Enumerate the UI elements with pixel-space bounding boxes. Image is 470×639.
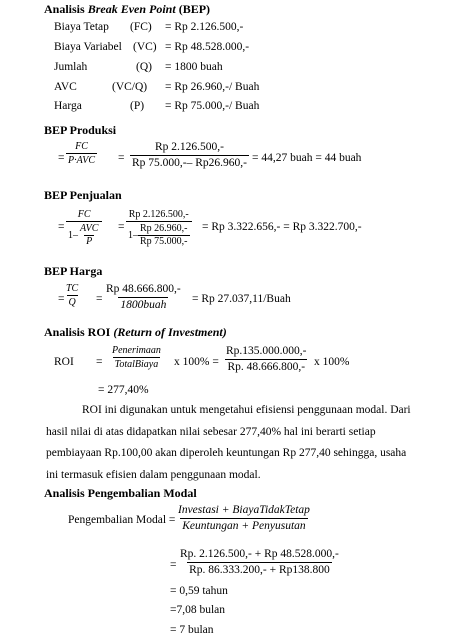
fraction-roi-values	[224, 346, 309, 373]
bep-produksi-title: BEP Produksi	[44, 123, 117, 137]
one-minus: 1–	[68, 229, 78, 241]
fraction-numerator: Rp.135.000.000,-	[226, 345, 307, 357]
paragraph-line: pembiayaan Rp.100,00 akan diperoleh keuntungan Rp 277,40 sehingga, usaha	[46, 447, 407, 459]
fraction-numerator: TC	[66, 283, 79, 294]
bep-row-value: = Rp 48.528.000,-	[165, 41, 250, 53]
fraction-denominator	[126, 221, 192, 247]
inner-numerator: AVC	[80, 223, 99, 234]
bep-row-value: = Rp 75.000,-/ Buah	[165, 100, 260, 112]
fraction-denominator: Rp. 48.666.800,-	[227, 360, 306, 373]
fraction-numerator: Rp 48.666.800,-	[106, 283, 181, 295]
fraction-investasi-over-keuntungan	[176, 505, 312, 532]
bep-row-label: AVC	[54, 81, 77, 93]
modal-section-title: Analisis Pengembalian Modal	[44, 486, 197, 500]
bep-title-suffix: (BEP)	[175, 2, 211, 16]
bep-row-abbr: (FC)	[130, 21, 152, 33]
fraction-numerator: FC	[77, 209, 91, 220]
bep-title-italic: Break Even Point	[87, 2, 176, 16]
equals-sign: =	[96, 293, 103, 305]
bep-row-label: Harga	[54, 100, 82, 112]
equals-sign: =	[58, 152, 65, 164]
bep-row-value: = Rp 2.126.500,-	[165, 21, 244, 33]
equals-sign: =	[118, 152, 125, 164]
roi-section-title	[44, 326, 227, 338]
bep-row-abbr: (P)	[130, 100, 145, 112]
roi-times-100-percent: x 100% =	[174, 356, 219, 368]
bep-row-abbr: (VC/Q)	[112, 81, 148, 93]
inner-denominator: P	[86, 236, 93, 247]
fraction-penerimaan-over-totalbiaya	[110, 346, 163, 370]
fraction-produksi-values	[130, 142, 249, 169]
fraction-denominator: 1800buah	[120, 298, 167, 311]
modal-result-rounded: = 7 bulan	[170, 624, 214, 636]
bep-row-label: Biaya Variabel	[54, 41, 122, 53]
inner-numerator: Rp 26.960,-	[140, 223, 188, 234]
one-minus: 1–	[128, 229, 138, 241]
bep-row-abbr: (VC)	[133, 41, 157, 53]
roi-explanation-paragraph	[46, 400, 442, 486]
paragraph-line: hasil nilai di atas didapatkan nilai sebesar 277,40% hal ini berarti setiap	[46, 425, 376, 438]
bep-harga-title: BEP Harga	[44, 264, 103, 278]
equals-sign: =	[58, 293, 65, 305]
bep-row-value: = 1800 buah	[165, 61, 223, 73]
roi-title-italic: (Return of Investment)	[113, 325, 227, 339]
bep-produksi-result: = 44,27 buah = 44 buah	[252, 152, 362, 164]
bep-row-label: Jumlah	[54, 61, 88, 73]
inner-fraction	[138, 224, 190, 247]
bep-row-abbr: (Q)	[136, 61, 152, 73]
fraction-numerator: Penerimaan	[112, 345, 161, 356]
fraction-denominator: Q	[68, 297, 76, 308]
fraction-denominator: Rp 75.000,-– Rp26.960,-	[132, 156, 247, 169]
fraction-numerator: Rp 2.126.500,-	[155, 141, 224, 153]
fraction-denominator: P·AVC	[68, 155, 95, 166]
fraction-numerator: Investasi + BiayaTidakTetap	[178, 504, 310, 516]
equals-sign: =	[170, 559, 177, 571]
bep-row-label: Biaya Tetap	[54, 21, 109, 33]
bep-harga-result: = Rp 27.037,11/Buah	[192, 293, 291, 305]
modal-result-months: =7,08 bulan	[170, 604, 226, 616]
modal-result-years: = 0,59 tahun	[170, 585, 228, 597]
bep-row-value: = Rp 26.960,-/ Buah	[165, 81, 260, 93]
fraction-denominator: TotalBiaya	[114, 359, 159, 370]
fraction-tc-over-q	[64, 284, 80, 308]
fraction-numerator: Rp. 2.126.500,- + Rp 48.528.000,-	[180, 548, 339, 560]
fraction-fc-over-p-avc	[66, 142, 97, 166]
fraction-denominator: Keuntungan + Penyusutan	[182, 519, 306, 532]
fraction-numerator: FC	[75, 141, 88, 152]
modal-label: Pengembalian Modal =	[68, 514, 176, 526]
fraction-numerator: Rp 2.126.500,-	[128, 209, 189, 220]
fraction-harga-values	[104, 284, 183, 311]
equals-sign: =	[118, 221, 125, 233]
roi-result: = 277,40%	[98, 384, 149, 396]
fraction-denominator: Rp. 86.333.200,- + Rp138.800	[189, 563, 330, 576]
fraction-fc-over-1-minus	[66, 210, 102, 247]
roi-title-prefix: Analisis ROI	[44, 325, 114, 339]
paragraph-line: ini termasuk efisien dalam penggunaan modal.	[46, 468, 261, 481]
equals-sign: =	[58, 221, 65, 233]
bep-penjualan-result: = Rp 3.322.656,- = Rp 3.322.700,-	[202, 221, 362, 233]
fraction-modal-values	[178, 549, 341, 576]
inner-fraction	[78, 224, 100, 247]
inner-denominator: Rp 75.000,-	[140, 236, 188, 247]
paragraph-line: ROI ini digunakan untuk mengetahui efisiensi penggunaan modal. Dari	[82, 404, 411, 416]
bep-title-prefix: Analisis	[44, 2, 88, 16]
roi-times-100-percent-2: x 100%	[314, 356, 350, 368]
fraction-denominator	[66, 221, 102, 247]
bep-section-title	[44, 3, 210, 15]
equals-sign: =	[96, 356, 103, 368]
fraction-penjualan-values	[126, 210, 192, 247]
roi-label: ROI	[54, 356, 74, 368]
bep-penjualan-title: BEP Penjualan	[44, 188, 122, 202]
